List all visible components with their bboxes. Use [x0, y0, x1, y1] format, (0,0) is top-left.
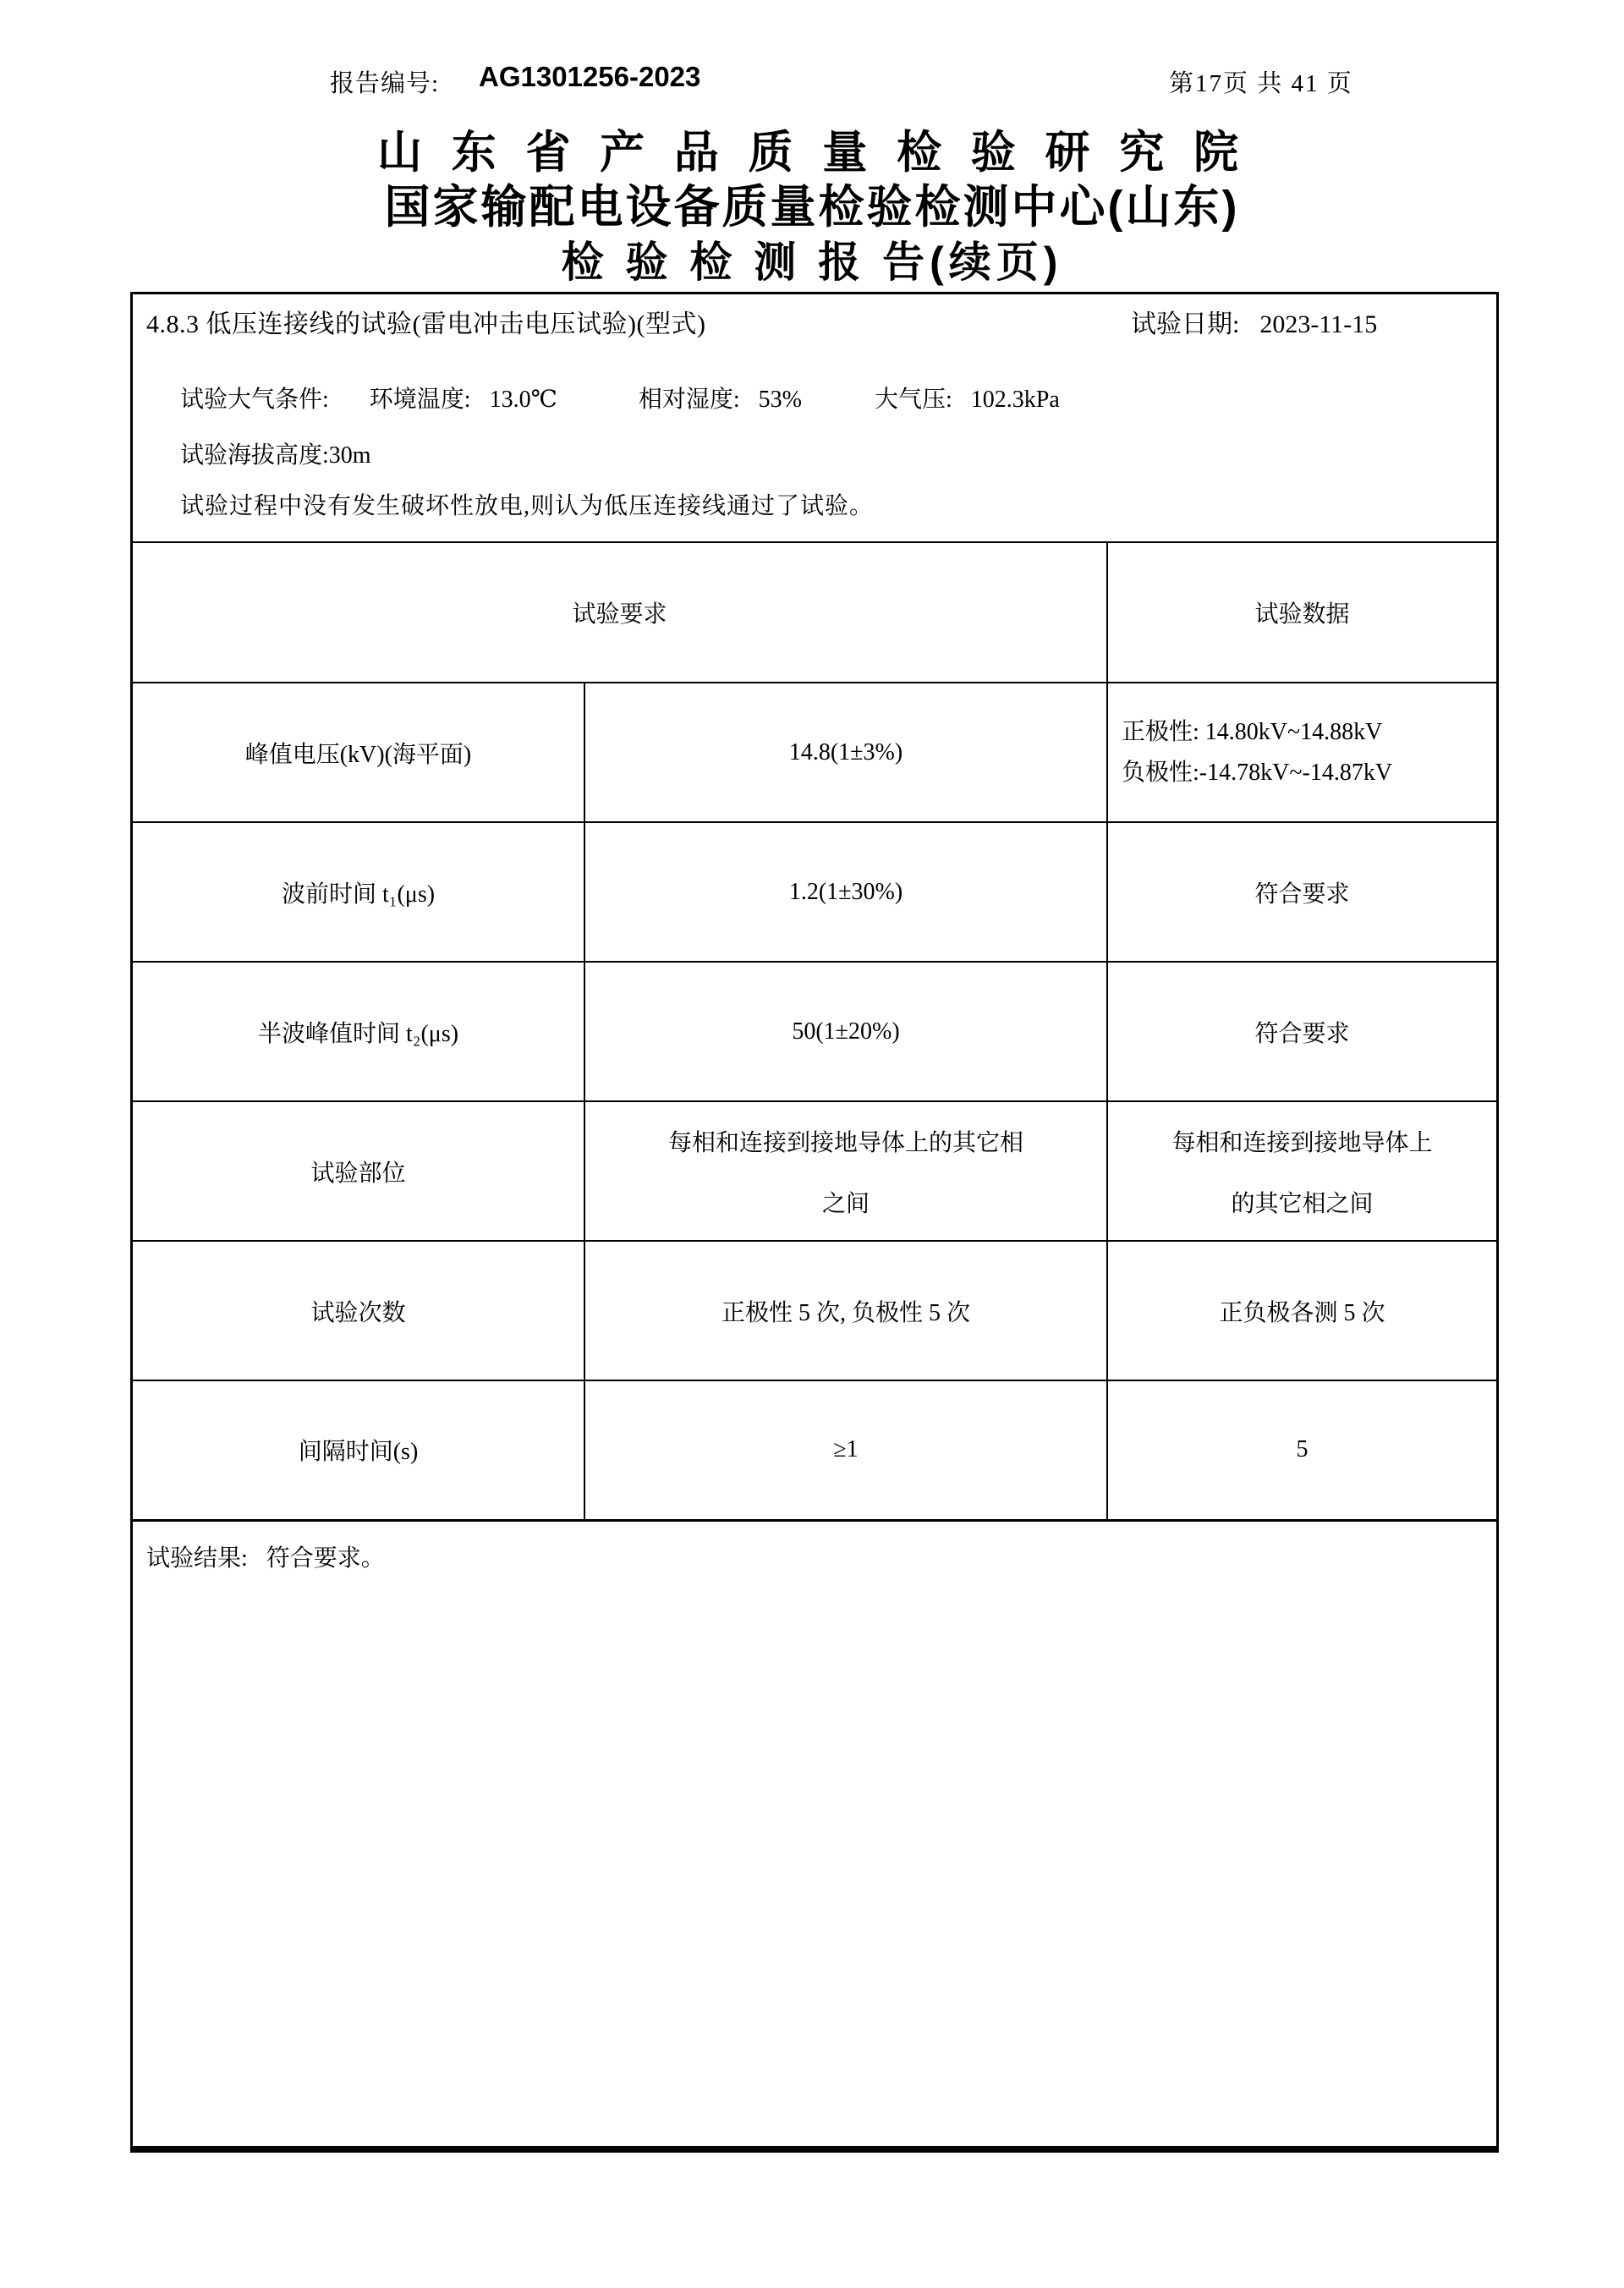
- altitude-line: 试验海拔高度:30m: [180, 442, 371, 469]
- humidity-label: 相对湿度:: [638, 387, 740, 413]
- row-item-label: 试验次数: [133, 1241, 584, 1380]
- row-data: 符合要求: [1107, 962, 1496, 1101]
- row-requirement: 50(1±20%): [584, 962, 1107, 1101]
- report-no-value: AG1301256-2023: [479, 61, 701, 92]
- row-item-label: 间隔时间(s): [133, 1380, 584, 1520]
- test-result-value: 符合要求。: [266, 1545, 385, 1572]
- table-row-interval-time: [133, 1380, 1496, 1520]
- section-header-row: [133, 303, 1496, 337]
- row-item-label: 波前时间 t₁(μs): [133, 822, 584, 962]
- row-requirement-line: 每相和连接到接地导体上的其它相: [668, 1129, 1024, 1156]
- row-requirement: 正极性 5 次, 负极性 5 次: [584, 1241, 1107, 1380]
- table-header-row: [133, 542, 1496, 683]
- title-institute: 山 东 省 产 品 质 量 检 验 研 究 院: [377, 128, 1247, 178]
- test-date-value: 2023-11-15: [1259, 310, 1378, 338]
- temperature-value: 13.0℃: [489, 387, 557, 413]
- row-requirement: [584, 1101, 1107, 1241]
- row-data: [1107, 683, 1496, 822]
- row-data: 符合要求: [1107, 822, 1496, 962]
- row-item-label: 峰值电压(kV)(海平面): [133, 683, 584, 822]
- atmospheric-conditions-line: [180, 381, 1060, 414]
- row-requirement-line: 之间: [822, 1190, 870, 1217]
- row-item-label: 半波峰值时间 t₂(μs): [133, 962, 584, 1101]
- table-row-test-count: [133, 1241, 1496, 1380]
- row-requirement: 14.8(1±3%): [584, 683, 1107, 822]
- table-row-test-position: [133, 1101, 1496, 1241]
- row-data-line: 负极性:-14.78kV~-14.87kV: [1122, 759, 1393, 786]
- row-data: 5: [1107, 1380, 1496, 1520]
- section-heading: 4.8.3 低压连接线的试验(雷电冲击电压试验)(型式): [146, 310, 706, 338]
- table-row-front-time: [133, 822, 1496, 962]
- row-item-label: 试验部位: [133, 1101, 584, 1241]
- humidity-value: 53%: [758, 387, 802, 413]
- table-row-half-peak-time: [133, 962, 1496, 1101]
- report-box: [130, 292, 1499, 2153]
- pressure-label: 大气压:: [875, 387, 952, 413]
- title-center: 国家输配电设备质量检验检测中心(山东): [384, 182, 1240, 233]
- page-number: 第17页 共 41 页: [1169, 70, 1353, 97]
- row-requirement: ≥1: [584, 1380, 1107, 1520]
- test-result-label: 试验结果:: [146, 1545, 248, 1572]
- report-no-label: 报告编号:: [330, 70, 440, 97]
- conditions-label: 试验大气条件:: [180, 387, 329, 413]
- table-row-peak-voltage: [133, 683, 1496, 822]
- test-result-line: [146, 1539, 385, 1573]
- title-report-continued: 检 验 检 测 报 告(续页): [561, 239, 1063, 286]
- pressure-value: 102.3kPa: [970, 387, 1060, 413]
- row-data: 正负极各测 5 次: [1107, 1241, 1496, 1380]
- row-data: [1107, 1101, 1496, 1241]
- row-data-line: 的其它相之间: [1231, 1190, 1374, 1217]
- test-table: [133, 541, 1496, 1522]
- temperature-label: 环境温度:: [369, 387, 471, 413]
- col-header-requirement: 试验要求: [133, 542, 1107, 683]
- test-date-label: 试验日期:: [1131, 310, 1240, 338]
- test-date: [1131, 303, 1377, 340]
- row-data-line: 每相和连接到接地导体上: [1171, 1129, 1433, 1156]
- row-requirement: 1.2(1±30%): [584, 822, 1107, 962]
- pass-criteria-line: 试验过程中没有发生破坏性放电,则认为低压连接线通过了试验。: [180, 493, 875, 519]
- col-header-data: 试验数据: [1107, 542, 1496, 683]
- row-data-line: 正极性: 14.80kV~14.88kV: [1122, 718, 1383, 745]
